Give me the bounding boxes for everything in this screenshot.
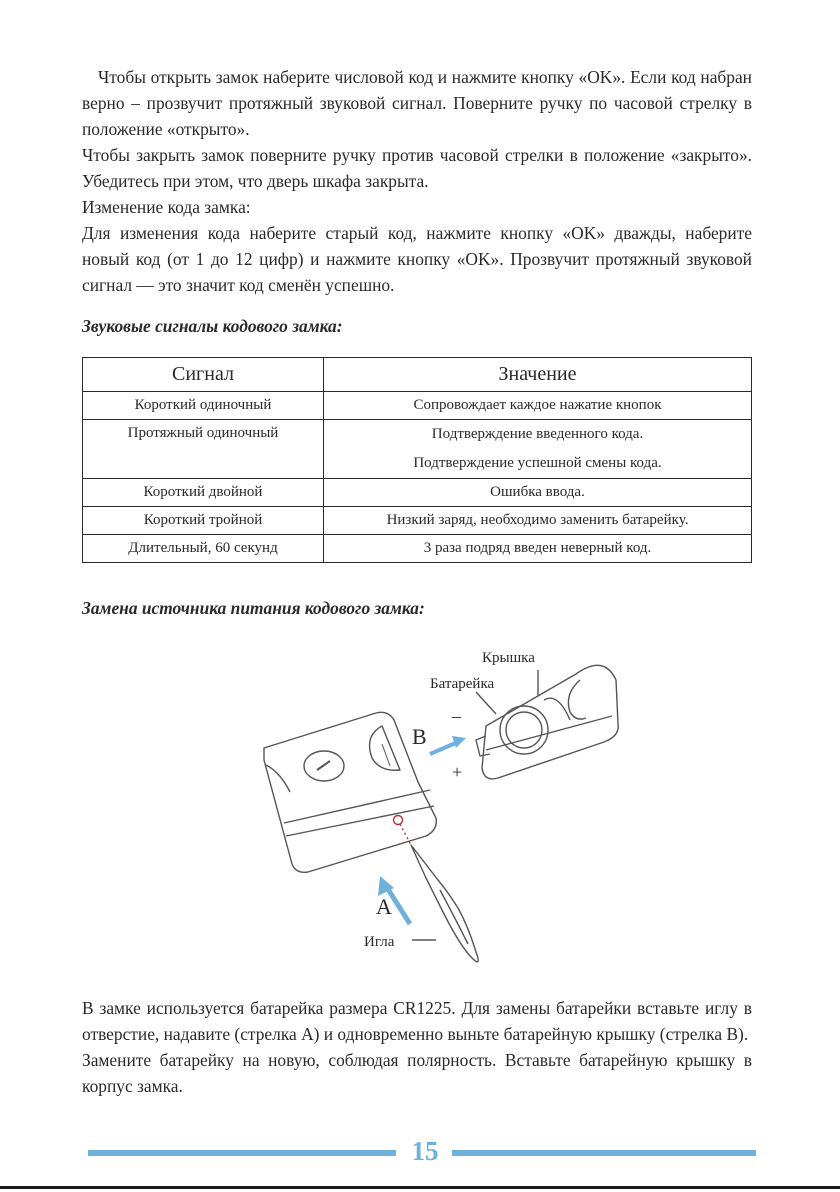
table-header-row: [83, 358, 752, 392]
table-cell-meaning: 3 раза подряд введен неверный код.: [324, 535, 752, 563]
table-row: [83, 507, 752, 535]
table-row: [83, 535, 752, 563]
label-cover: Крышка: [482, 650, 535, 666]
footer-rule-right: [452, 1150, 756, 1156]
battery-replacement-diagram: [240, 640, 640, 980]
label-b: B: [412, 724, 427, 749]
intro-paragraph-change-title: Изменение кода замка:: [82, 197, 251, 217]
footer-rule-left: [88, 1150, 396, 1156]
table-cell-meaning: Ошибка ввода.: [324, 479, 752, 507]
arrow-b: [430, 736, 466, 754]
lock-body: [264, 712, 436, 872]
battery-pointer-line: [476, 692, 496, 714]
signals-table: [82, 357, 752, 563]
label-minus: –: [452, 706, 461, 726]
lock-body-edge: [286, 806, 434, 836]
table-row: [83, 420, 752, 479]
table-cell-meaning: Сопровождает каждое нажатие кнопок: [324, 392, 752, 420]
label-a: A: [376, 894, 392, 919]
table-cell-meaning: Низкий заряд, необходимо заменить батарейку.: [324, 507, 752, 535]
knob-indicator: [317, 761, 330, 770]
battery-cover: [482, 665, 618, 779]
table-cell-signal: Короткий тройной: [83, 507, 324, 535]
table-cell-signal: Протяжный одиночный: [83, 420, 324, 479]
table-header-signal: Сигнал: [83, 358, 324, 392]
intro-paragraph-change: Для изменения кода наберите старый код, нажмите кнопку «OK» дважды, наберите новый код (от 1 до 12 цифр) и нажмите кнопку «OK». Прозвучит протяжный звуковой сигнал — это значит код сменён успешно.: [82, 223, 752, 295]
lock-cover-slot: [370, 726, 400, 770]
table-cell-signal: Короткий одиночный: [83, 392, 324, 420]
intro-paragraph-close: Чтобы закрыть замок поверните ручку против часовой стрелки в положение «закрыто». Убедитесь при этом, что дверь шкафа закрыта.: [82, 145, 752, 191]
table-row: [83, 479, 752, 507]
outro-text: [82, 995, 752, 1099]
page-number: 15: [411, 1136, 439, 1166]
cover-half-disc-icon: [568, 680, 586, 719]
needle-tool: [411, 845, 478, 962]
table-cell-meaning-line: Подтверждение введенного кода.: [431, 426, 644, 442]
table-cell-signal: Короткий двойной: [83, 479, 324, 507]
intro-text: [82, 64, 752, 298]
needle-hole: [394, 816, 403, 825]
lock-body-edge: [284, 790, 430, 823]
battery-icon: [500, 706, 548, 754]
table-row: [83, 392, 752, 420]
battery-icon-inner: [506, 712, 542, 748]
signals-heading: Звуковые сигналы кодового замка:: [82, 316, 343, 336]
label-battery: Батарейка: [430, 676, 495, 692]
label-needle: Игла: [364, 934, 395, 950]
table-cell-meaning: [324, 420, 752, 479]
outro-paragraph-polarity: Замените батарейку на новую, соблюдая полярность. Вставьте батарейную крышку в корпус замка.: [82, 1050, 752, 1096]
outro-paragraph-battery: В замке используется батарейка размера CR1225. Для замены батарейки вставьте иглу в отверстие, надавите (стрелка А) и одновременно выньте батарейную крышку (стрелка В).: [82, 998, 752, 1044]
table-cell-signal: Длительный, 60 секунд: [83, 535, 324, 563]
table-header-meaning: Значение: [324, 358, 752, 392]
intro-paragraph-open: Чтобы открыть замок наберите числовой код и нажмите кнопку «OK». Если код набран верно – прозвучит протяжный звуковой сигнал. Поверните ручку по часовой стрелку в положение «открыто».: [82, 67, 752, 139]
page-bottom-border: [0, 1186, 840, 1189]
lock-cover-slot-icon: [382, 744, 390, 766]
battery-heading: Замена источника питания кодового замка:: [82, 598, 425, 618]
table-cell-meaning-line: Подтверждение успешной смены кода.: [413, 455, 662, 471]
needle-tool-inner: [440, 890, 468, 944]
battery-cover-lip: [544, 698, 570, 720]
label-plus: +: [452, 762, 463, 782]
